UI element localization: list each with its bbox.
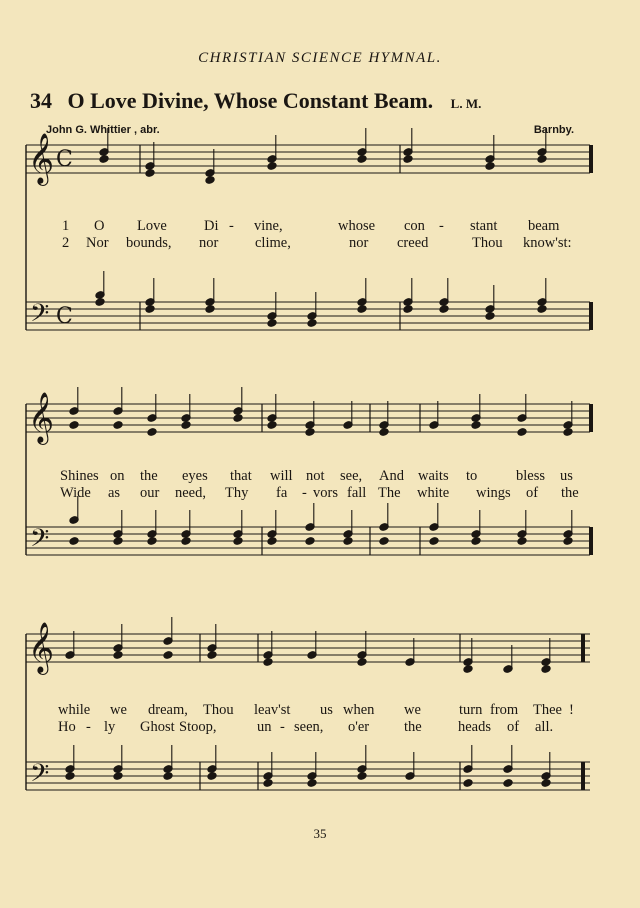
lyric-word: we [404,702,421,718]
note-head [147,537,157,546]
lyric-word: Di [204,218,219,234]
note-head [541,665,551,674]
lyric-word: bless [516,468,545,484]
lyric-word: not [306,468,325,484]
lyric-word: fall [347,485,367,501]
final-barline [581,634,585,662]
note-head [541,779,551,788]
bass-clef-icon: 𝄢 [30,299,50,334]
note-head [305,428,315,437]
lyric-word: as [108,485,121,501]
note-head [379,428,389,437]
note-head [263,779,273,788]
lyric-word: Shines [60,468,99,484]
bass-clef-icon: 𝄢 [30,759,50,794]
lyric-word: on [110,468,125,484]
lyric-word: heads [458,719,492,735]
lyric-word: bounds, [126,235,172,251]
note-head [113,772,123,781]
lyric-word: vine, [254,218,283,234]
lyric-word: Stoop, [179,719,217,735]
lyric-word: Love [137,218,167,234]
note-head [343,537,353,546]
treble-clef-icon: 𝄞 [28,622,55,673]
lyric-word: need, [175,485,206,501]
lyric-word: 1 [62,218,70,234]
note-head [463,779,473,788]
note-head [307,779,317,788]
note-head [471,421,481,430]
note-head [403,305,413,314]
lyric-word: con [404,218,425,234]
lyric-word: Wide [60,485,91,501]
lyric-word: fa [276,485,288,501]
lyric-word: Ghost [140,719,175,735]
note-head [233,537,243,546]
time-signature: C [56,147,73,172]
note-head [485,162,495,171]
lyric-word: And [379,468,404,484]
note-head [429,537,439,546]
lyric-word: clime, [255,235,291,251]
lyric-word: stant [470,218,498,234]
note-head [357,155,367,164]
lyric-word: beam [528,218,560,234]
lyric-word: will [270,468,293,484]
lyric-word: of [507,719,520,735]
note-head [517,537,527,546]
time-signature: C [56,304,73,329]
lyric-word: Ho [58,719,76,735]
note-head [267,162,277,171]
note-head [181,421,191,430]
lyric-word: Thou [203,702,234,718]
lyric-word: of [526,485,539,501]
lyric-word: leav'st [254,702,291,718]
lyric-word: Thy [225,485,249,501]
note-head [205,176,215,185]
treble-clef-icon: 𝄞 [28,392,55,443]
lyric-word: - [280,719,285,735]
note-head [267,421,277,430]
lyric-word: o'er [348,719,370,735]
lyric-word: whose [338,218,376,234]
note-head [503,779,513,788]
note-head [69,537,79,546]
lyric-word: we [110,702,127,718]
lyric-word: see, [340,468,363,484]
lyric-word: The [378,485,401,501]
lyric-word: ly [104,719,116,735]
note-head [113,421,123,430]
lyric-word: the [561,485,579,501]
note-head [99,155,109,164]
note-head [471,537,481,546]
note-head [563,428,573,437]
lyric-word: turn [459,702,483,718]
lyric-word: the [140,468,158,484]
note-head [537,305,547,314]
lyric-word: - [229,218,234,234]
note-head [145,305,155,314]
note-head [537,155,547,164]
note-head [357,658,367,667]
treble-clef-icon: 𝄞 [28,133,55,184]
note-head [263,658,273,667]
lyric-word: know'st: [523,235,572,251]
note-head [65,772,75,781]
lyric-word: - [439,218,444,234]
lyric-word: all. [535,719,554,735]
lyric-word: white [417,485,450,501]
lyric-word: vors [313,485,338,501]
final-barline [581,762,585,790]
note-head [113,651,123,660]
note-head [267,537,277,546]
note-head [463,665,473,674]
lyric-word: nor [349,235,369,251]
lyric-word: O [94,218,105,234]
lyric-word: to [466,468,478,484]
note-head [305,537,315,546]
lyric-word: our [140,485,160,501]
note-head [563,537,573,546]
note-head [207,772,217,781]
lyric-word: waits [418,468,449,484]
note-head [95,298,105,307]
note-head [439,305,449,314]
lyric-word: while [58,702,91,718]
lyric-word: seen, [294,719,324,735]
hymn-title: O Love Divine, Whose Constant Beam. [67,88,434,113]
hymn-number: 34 [30,88,52,113]
final-barline [589,527,593,555]
lyric-word: wings [476,485,511,501]
page-number: 35 [313,826,327,841]
final-barline [589,302,593,330]
note-head [233,414,243,423]
lyric-word: 2 [62,235,70,251]
note-head [485,312,495,321]
bass-clef-icon: 𝄢 [30,524,50,559]
note-head [163,651,173,660]
note-head [147,428,157,437]
note-head [207,651,217,660]
note-head [145,169,155,178]
lyric-word: creed [397,235,429,251]
lyric-word: when [343,702,375,718]
note-head [357,305,367,314]
lyric-word: nor [199,235,219,251]
lyric-word: Thou [472,235,503,251]
note-head [403,155,413,164]
note-head [517,428,527,437]
lyric-word: us [560,468,573,484]
lyric-word: from [490,702,519,718]
lyric-word: ! [569,702,574,718]
lyric-word: dream, [148,702,188,718]
lyric-word: un [257,719,272,735]
note-head [205,305,215,314]
note-head [357,772,367,781]
note-head [267,319,277,328]
composer-credit: Barnby. [533,124,574,136]
note-head [113,537,123,546]
running-head: CHRISTIAN SCIENCE HYMNAL. [198,50,442,66]
final-barline [589,145,593,173]
lyric-word: - [302,485,307,501]
final-barline [589,404,593,432]
note-head [163,772,173,781]
lyric-word: Nor [86,235,109,251]
note-head [181,537,191,546]
lyric-word: Thee [533,702,562,718]
note-head [69,421,79,430]
lyric-word: that [230,468,252,484]
lyric-word: the [404,719,422,735]
lyric-word: - [86,719,91,735]
note-head [379,537,389,546]
author-credit: John G. Whittier , abr. [46,124,160,136]
note-head [307,319,317,328]
hymn-meter: L. M. [450,96,482,111]
lyric-word: us [320,702,333,718]
lyric-word: eyes [182,468,208,484]
